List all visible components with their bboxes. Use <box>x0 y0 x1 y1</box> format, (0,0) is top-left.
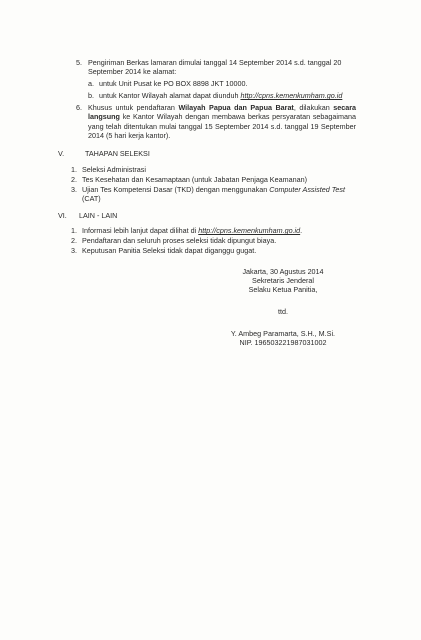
signature-position-1: Sekretaris Jenderal <box>252 276 314 285</box>
signature-block <box>228 267 338 347</box>
signature-place-date: Jakarta, 30 Agustus 2014 <box>242 267 324 276</box>
item-5-line1: Pengiriman Berkas lamaran dimulai tanggal 14 September 2014 s.d. tanggal 20 <box>88 58 342 67</box>
section-vi-item-2-number: 2. <box>71 236 77 245</box>
signature-ttd: ttd. <box>278 307 288 316</box>
section-v-item-3-italic: Computer Assisted Test <box>269 185 346 194</box>
section-v-item-1-text: Seleksi Administrasi <box>82 165 146 174</box>
section-v-title: TAHAPAN SELEKSI <box>85 149 150 158</box>
item-5a-text: untuk Unit Pusat ke PO BOX 8898 JKT 10000. <box>99 79 248 88</box>
item-6-text <box>88 103 356 140</box>
section-v-item-3-text <box>82 185 354 204</box>
cpns-link-5b[interactable]: http://cpns.kemenkumham.go.id <box>240 91 343 100</box>
signature-position-2: Selaku Ketua Panitia, <box>248 285 318 294</box>
item-5b-text <box>99 91 342 100</box>
section-v-item-3-prefix: Ujian Tes Kompetensi Dasar (TKD) dengan menggunakan <box>82 185 270 194</box>
item-6-number: 6. <box>76 103 82 112</box>
section-v-item-3-suffix: (CAT) <box>82 194 101 204</box>
item-5b-prefix: untuk Kantor Wilayah alamat dapat diunduh <box>99 91 241 100</box>
item-6-text-b: , dilakukan <box>293 103 334 112</box>
section-vi-title: LAIN - LAIN <box>79 211 118 220</box>
item-6-bold-method: secara langsung <box>88 103 357 122</box>
item-5-line2: September 2014 ke alamat: <box>88 67 177 77</box>
item-5b-label: b. <box>88 91 94 100</box>
item-6-bold-region: Wilayah Papua dan Papua Barat <box>178 103 294 112</box>
section-vi-item-1-suffix: . <box>300 226 303 235</box>
section-vi-item-2-text: Pendaftaran dan seluruh proses seleksi tidak dipungut biaya. <box>82 236 277 245</box>
item-6-text-a: Khusus untuk pendaftaran <box>88 103 179 112</box>
section-v-number: V. <box>58 149 65 158</box>
item-6-text-c: ke Kantor Wilayah dengan membawa berkas persyaratan sebagaimana yang telah ditentukan mulai tanggal 15 September 2014 s.d. tanggal 19 September 2014 (5 hari kerja kantor). <box>88 112 356 140</box>
section-vi-item-1-number: 1. <box>71 226 77 235</box>
section-vi-item-3-number: 3. <box>71 246 77 255</box>
signatory-name: Y. Ambeg Paramarta, S.H., M.Si. <box>230 329 336 338</box>
section-v-item-1-number: 1. <box>71 165 77 174</box>
item-5-number: 5. <box>76 58 82 67</box>
section-v-item-3-number: 3. <box>71 185 77 194</box>
section-vi-item-1-prefix: Informasi lebih lanjut dapat dilihat di <box>82 226 199 235</box>
item-5a-label: a. <box>88 79 94 88</box>
section-vi-item-1-text <box>82 226 302 235</box>
section-v-item-2-text: Tes Kesehatan dan Kesamaptaan (untuk Jabatan Penjaga Keamanan) <box>82 175 307 184</box>
item-5-text <box>88 58 356 77</box>
cpns-link-info[interactable]: http://cpns.kemenkumham.go.id <box>198 226 301 235</box>
signatory-nip: NIP. 196503221987031002 <box>239 338 327 347</box>
section-vi-item-3-text: Keputusan Panitia Seleksi tidak dapat diganggu gugat. <box>82 246 257 255</box>
section-v-item-2-number: 2. <box>71 175 77 184</box>
section-vi-number: VI. <box>58 211 67 220</box>
